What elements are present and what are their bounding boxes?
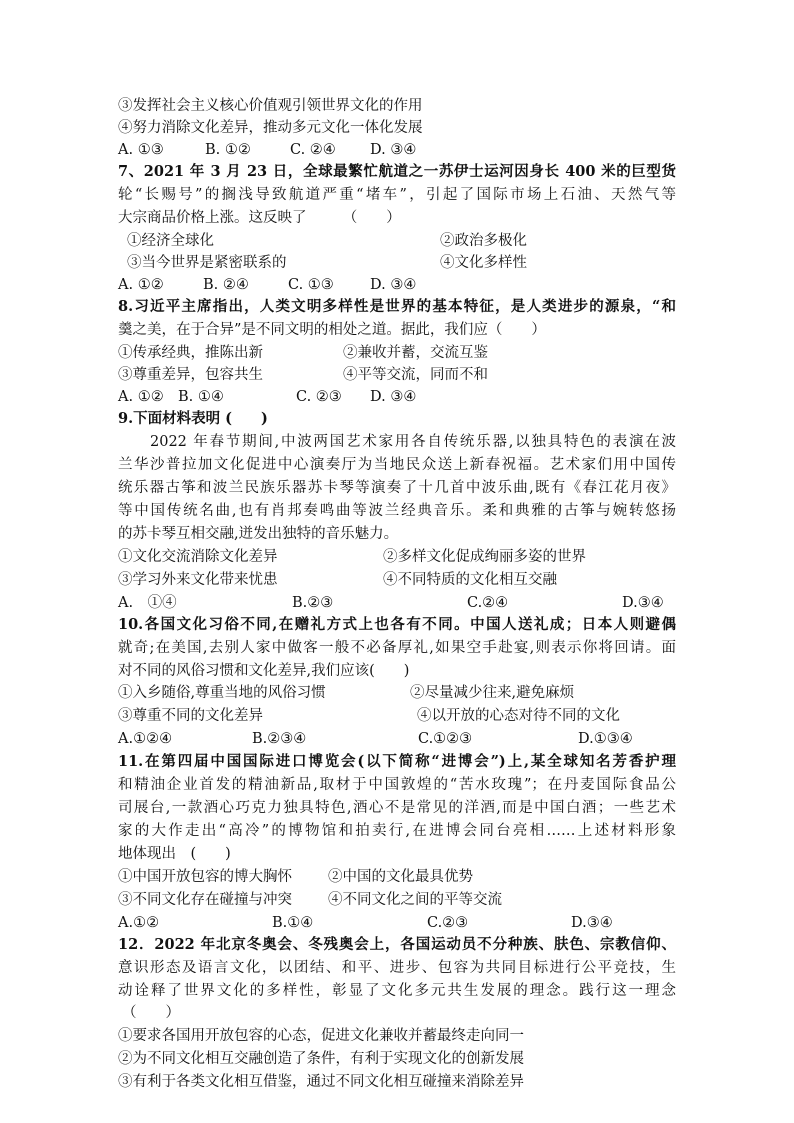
q9-stem: 9.下面材料表明 ( ) <box>118 410 268 427</box>
q6-option-3: ③发挥社会主义核心价值观引领世界文化的作用 <box>118 98 423 114</box>
q11-stem-line-3: 司展台,一款酒心巧克力独具特色,酒心不是常见的洋酒,而是中国白酒；一些艺术 <box>118 800 676 816</box>
q11-answer-d: D.③④ <box>571 915 613 931</box>
q10-option-4: ④以开放的心态对待不同的文化 <box>417 708 620 724</box>
q7-option-1: ①经济全球化 <box>127 233 214 249</box>
q12-option-3: ③有利于各类文化相互借鉴，通过不同文化相互碰撞来消除差异 <box>118 1074 524 1090</box>
q11-option-4: ④不同文化之间的平等交流 <box>328 892 502 908</box>
q8-answer-d: D. ③④ <box>370 389 417 405</box>
q7-option-3: ③当今世界是紧密联系的 <box>127 255 287 271</box>
q7-answer-c: C. ①③ <box>288 277 334 293</box>
q6-answer-b: B. ①② <box>205 142 251 158</box>
q10-option-2: ②尽量减少往来,避免麻烦 <box>410 685 575 701</box>
q11-answer-a: A.①② <box>118 915 160 931</box>
q10-answer-b: B.②③④ <box>252 731 307 747</box>
q11-stem-line-2: 和精油企业首发的精油新品,取材于中国敦煌的“苦水玫瑰”；在丹麦国际食品公 <box>118 777 676 793</box>
q10-stem-line-1: 10.各国文化习俗不同,在赠礼方式上也各有不同。中国人送礼成；日本人则避偶 <box>118 616 676 633</box>
q10-option-3: ③尊重不同的文化差异 <box>118 708 263 724</box>
q12-stem-line-1: 12．2022 年北京冬奥会、冬残奥会上，各国运动员不分种族、肤色、宗教信仰、 <box>118 936 676 953</box>
q8-option-3: ③尊重差异，包容共生 <box>118 367 263 383</box>
q9-answer-a: A. ①④ <box>118 595 177 611</box>
q9-option-4: ④不同特质的文化相互交融 <box>383 572 557 588</box>
q10-option-1: ①入乡随俗,尊重当地的风俗习惯 <box>118 685 326 701</box>
q11-option-1: ①中国开放包容的博大胸怀 <box>118 869 292 885</box>
q7-option-4: ④文化多样性 <box>440 255 527 271</box>
q8-answer-a: A. ①② <box>118 389 164 405</box>
q7-stem-line-2: 轮“长赐号”的搁浅导致航道严重“堵车”，引起了国际市场上石油、天然气等 <box>118 187 676 203</box>
q7-answer-b: B. ②④ <box>203 277 249 293</box>
q12-option-1: ①要求各国用开放包容的心态，促进文化兼收并蓄最终走向同一 <box>118 1028 524 1044</box>
q8-stem-line-1: 8.习近平主席指出，人类文明多样性是世界的基本特征，是人类进步的源泉，“和 <box>118 298 676 315</box>
q9-material-line-3: 统乐器古筝和波兰民族乐器苏卡琴等演奏了十几首中波乐曲,既有《春江花月夜》 <box>118 480 676 496</box>
q12-option-2: ②为不同文化相互交融创造了条件，有利于实现文化的创新发展 <box>118 1051 524 1067</box>
q9-option-3: ③学习外来文化带来忧患 <box>118 572 278 588</box>
q8-stem-line-2: 羹之美，在于合异”是不同文明的相处之道。据此，我们应（ ） <box>118 322 546 338</box>
q11-option-3: ③不同文化存在碰撞与冲突 <box>118 892 292 908</box>
q8-option-2: ②兼收并蓄，交流互鉴 <box>343 345 488 361</box>
q9-material-line-2: 兰华沙普拉加文化促进中心演奏厅为当地民众送上新春祝福。艺术家们用中国传 <box>118 457 676 473</box>
q10-answer-a: A.①②④ <box>118 731 173 747</box>
q7-stem-line-1: 7、2021 年 3 月 23 日，全球最繁忙航道之一苏伊士运河因身长 400 米的巨型货 <box>118 163 676 180</box>
q6-answer-d: D. ③④ <box>370 142 417 158</box>
q8-answer-c: C. ②③ <box>296 389 342 405</box>
q9-answer-c: C.②④ <box>467 595 509 611</box>
q6-answer-a: A. ①③ <box>118 142 164 158</box>
q9-answer-b: B.②③ <box>292 595 334 611</box>
q7-stem-line-3: 大宗商品价格上涨。这反映了 （ ） <box>118 210 401 226</box>
q9-option-1: ①文化交流消除文化差异 <box>118 549 278 565</box>
q7-answer-d: D. ③④ <box>370 277 417 293</box>
q11-stem-line-1: 11.在第四届中国国际进口博览会(以下简称“进博会”)上,某全球知名芳香护理 <box>118 753 676 770</box>
q11-option-2: ②中国的文化最具优势 <box>328 869 473 885</box>
q11-answer-c: C.②③ <box>427 915 469 931</box>
q12-stem-line-4: （ ） <box>122 1005 180 1021</box>
q9-option-2: ②多样文化促成绚丽多姿的世界 <box>383 549 586 565</box>
q10-answer-c: C.①②③ <box>418 731 473 747</box>
q10-answer-d: D.①③④ <box>578 731 633 747</box>
q9-answer-d: D.③④ <box>622 595 664 611</box>
q8-answer-b: B. ①④ <box>178 389 224 405</box>
q9-material-line-4: 等中国传统名曲,也有肖邦奏鸣曲等波兰经典音乐。柔和典雅的古筝与婉转悠扬 <box>118 503 676 519</box>
q11-answer-b: B.①④ <box>272 915 314 931</box>
q10-stem-line-3: 对不同的风俗习惯和文化差异,我们应该( ) <box>118 663 410 679</box>
q8-option-4: ④平等交流，同而不和 <box>343 367 488 383</box>
q6-answer-c: C. ②④ <box>290 142 336 158</box>
q12-stem-line-3: 动诠释了世界文化的多样性，彰显了文化多元共生发展的理念。践行这一理念 <box>118 983 676 999</box>
q10-stem-line-2: 就奇;在美国,去别人家中做客一般不必备厚礼,如果空手赴宴,则表示你将回请。面 <box>118 640 676 656</box>
q8-option-1: ①传承经典，推陈出新 <box>118 345 263 361</box>
q7-answer-a: A. ①② <box>118 277 164 293</box>
q11-stem-line-4: 家的大作走出“高冷”的博物馆和拍卖行,在进博会同台亮相……上述材料形象 <box>118 823 676 839</box>
q9-material-line-1: 2022 年春节期间,中波两国艺术家用各自传统乐器,以独具特色的表演在波 <box>150 434 676 450</box>
q7-option-2: ②政治多极化 <box>440 233 527 249</box>
q9-material-line-5: 的苏卡琴互相交融,迸发出独特的音乐魅力。 <box>118 526 399 542</box>
q11-stem-line-5: 地体现出 ( ) <box>118 846 231 862</box>
q12-stem-line-2: 意识形态及语言文化，以团结、和平、进步、包容为共同目标进行公平竞技，生 <box>118 960 676 976</box>
q6-option-4: ④努力消除文化差异，推动多元文化一体化发展 <box>118 120 423 136</box>
